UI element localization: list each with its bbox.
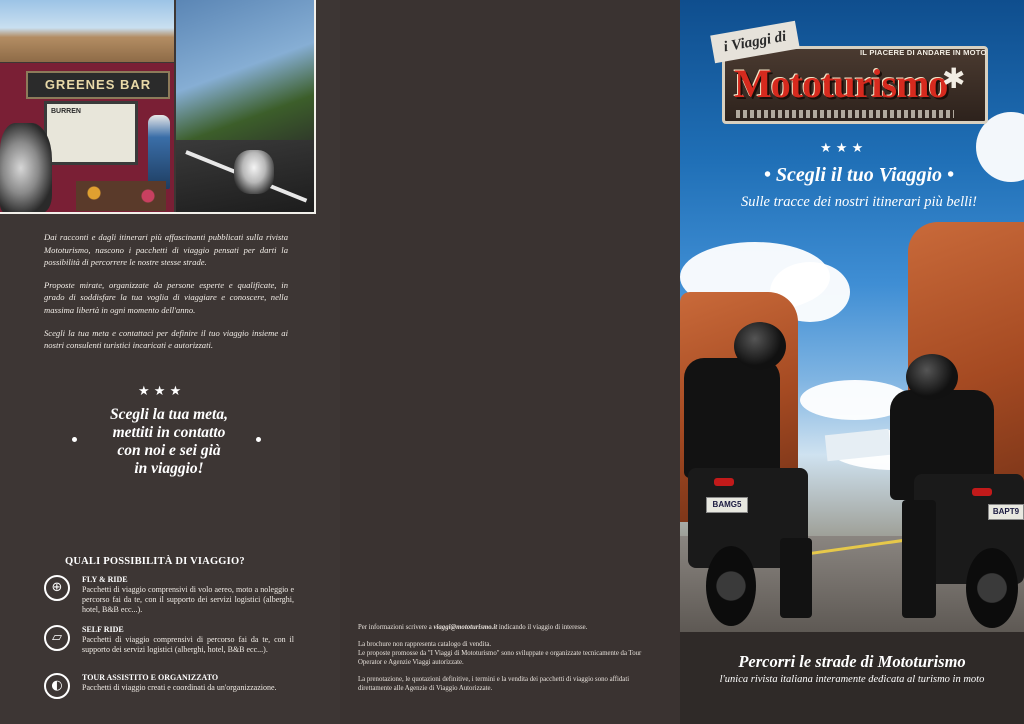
photo-curving-road: [176, 0, 316, 213]
taillight-left: [714, 478, 734, 486]
rider-image: [148, 115, 170, 189]
wheel-right: [966, 548, 1018, 628]
star-icon-row: ★ ★ ★: [138, 384, 182, 399]
wheel-left: [706, 546, 756, 626]
logo-tagline: IL PIACERE DI ANDARE IN MOTO: [860, 48, 987, 57]
quote-text: [64, 406, 274, 478]
footer-subtitle: l'unica rivista italiana interamente dedicata al turismo in moto: [719, 674, 985, 685]
cover-subtitle: Sulle tracce dei nostri itinerari più belli!: [741, 194, 977, 210]
disclaimer-text: [358, 640, 658, 667]
skyline-icon: [736, 110, 954, 118]
intro-paragraph: Scegli la tua meta e contattaci per definire il tuo viaggio insieme ai nostri consulenti turistici incaricati e autorizzati.: [44, 327, 288, 351]
option-description: Pacchetti di viaggio creati e coordinati da un'organizzazione.: [82, 683, 277, 692]
star-icon-row: ★ ★ ★: [820, 141, 864, 156]
intro-paragraph: Proposte mirate, organizzate da persone esperte e qualificate, in grado di soddisfare la tua voglia di viaggiare e conoscere, nella massima libertà in ogni momento dell'anno.: [44, 279, 288, 315]
intro-paragraph: Dai racconti e dagli itinerari più affascinanti pubblicati sulla rivista Mototurismo, nascono i pacchetti di viaggio pensati per darti la possibilità di percorrere le nostre stesse strade.: [44, 232, 288, 268]
motorcycle-image: [0, 123, 52, 213]
globe-icon: ⊕: [44, 575, 70, 601]
license-plate-left: BAMG5: [706, 497, 748, 513]
rider-on-road-image: [234, 150, 274, 194]
quote-line: Scegli la tua meta,: [110, 406, 228, 423]
info-text: [358, 623, 658, 632]
option-title: FLY & RIDE: [82, 575, 128, 584]
middle-panel: [340, 0, 680, 724]
rider-left-legs: [780, 538, 812, 618]
map-icon: ▱: [44, 625, 70, 651]
quote-line: mettiti in contatto: [112, 424, 226, 441]
option-title: SELF RIDE: [82, 625, 124, 634]
palm-tree-icon: ✱: [942, 62, 966, 95]
photo-desert-road: [0, 0, 174, 62]
email-link[interactable]: viaggi@mototurismo.it: [433, 624, 498, 631]
intro-text: [44, 231, 288, 362]
disclaimer-line: Le proposte promosse da "I Viaggi di Mototurismo" sono sviluppate e organizzate tecnicamente da Tour Operator e Agenzie Viaggi autorizzate.: [358, 650, 642, 666]
flower-planter-image: [76, 181, 166, 211]
disclaimer-text-2: [358, 675, 658, 693]
option-description: Pacchetti di viaggio comprensivi di volo aereo, moto a noleggio e percorso fai da te, con il supporto dei servizi logistici (alberghi, hotel, B&B ecc...).: [82, 585, 294, 614]
mototurismo-logo: [712, 20, 990, 128]
option-description: Pacchetti di viaggio comprensivi di percorso fai da te, con il supporto dei servizi logistici (alberghi, hotel, B&B ecc...).: [82, 635, 294, 654]
helmet-left: [734, 322, 786, 370]
disclaimer-line: La prenotazione, le quotazioni definitive, i termini e la vendita dei pacchetti di viaggio sono affidati direttamente alle Agenzie di Viaggio Autorizzate.: [358, 676, 630, 692]
rider-left: [684, 358, 780, 478]
photo-greenes-bar: [0, 63, 174, 213]
option-title: TOUR ASSISTITO E ORGANIZZATO: [82, 673, 219, 682]
helmet-right: [906, 354, 958, 400]
map-board-label: BURREN: [51, 108, 81, 115]
bar-sign: GREENES BAR: [26, 71, 170, 99]
disclaimer-line: La brochure non rappresenta catalogo di vendita.: [358, 641, 492, 648]
quote-line: con noi e sei già: [117, 442, 221, 459]
rider-right-legs: [902, 500, 936, 618]
license-plate-right: BAPT9: [988, 504, 1024, 520]
logo-tag: i Viaggi di: [710, 21, 800, 64]
map-board: [44, 101, 138, 165]
helmet-icon: ◐: [44, 673, 70, 699]
footer-title: Percorri le strade di Mototurismo: [738, 652, 966, 671]
cover-title: • Scegli il tuo Viaggio •: [763, 164, 955, 186]
quote-line: in viaggio!: [134, 460, 204, 477]
taillight-right: [972, 488, 992, 496]
info-suffix: indicando il viaggio di interesse.: [497, 624, 588, 631]
options-title: QUALI POSSIBILITÀ DI VIAGGIO?: [65, 556, 245, 567]
info-prefix: Per informazioni scrivere a: [358, 624, 434, 631]
logo-wordmark: Mototurismo: [734, 61, 948, 106]
